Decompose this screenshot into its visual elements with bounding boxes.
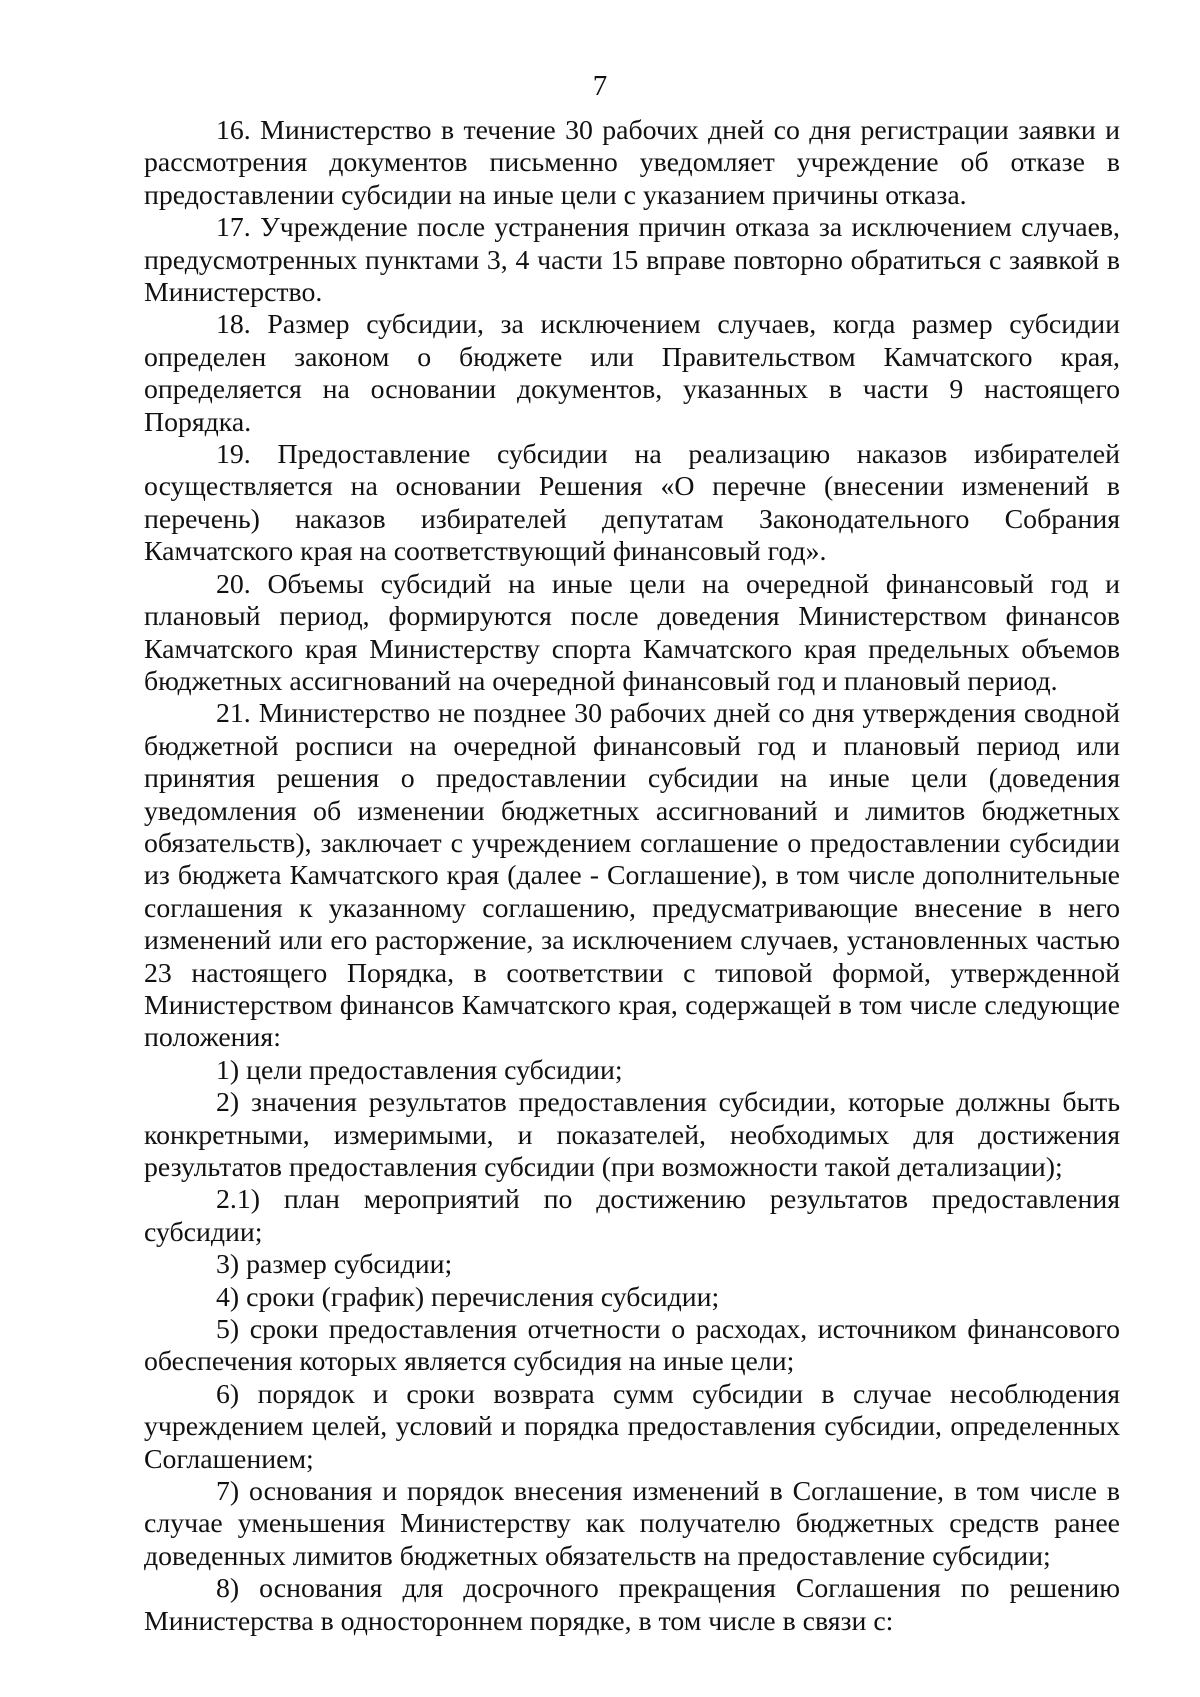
list-item-2-1: 2.1) план мероприятий по достижению результатов предоставления субсидии; — [144, 1184, 1120, 1248]
list-item-6: 6) порядок и сроки возврата сумм субсидии в случае несоблюдения учреждением целей, условий и порядка предоставления субсидии, определенных Соглашением; — [144, 1378, 1120, 1475]
paragraph-17: 17. Учреждение после устранения причин отказа за исключением случаев, предусмотренных пунктами 3, 4 части 15 вправе повторно обратиться с заявкой в Министерство. — [144, 212, 1120, 309]
list-item-8: 8) основания для досрочного прекращения Соглашения по решению Министерства в одностороннем порядке, в том числе в связи с: — [144, 1573, 1120, 1637]
page-number: 7 — [592, 70, 608, 102]
list-item-1: 1) цели предоставления субсидии; — [216, 1054, 623, 1086]
list-item-2: 2) значения результатов предоставления субсидии, которые должны быть конкретными, измеримыми, и показателей, необходимых для достижения результатов предоставления субсидии (при возможности такой детализации); — [144, 1087, 1120, 1183]
paragraph-18: 18. Размер субсидии, за исключением случаев, когда размер субсидии определен законом о бюджете или Правительством Камчатского края, определяется на основании документов, указанных в части 9 настоящего Порядка. — [144, 309, 1120, 438]
paragraph-19: 19. Предоставление субсидии на реализацию наказов избирателей осуществляется на основании Решения «О перечне (внесении изменений в перечень) наказов избирателей депутатам Законодательного Собрания Камчатского края на соответствующий финансовый год». — [144, 439, 1120, 568]
list-item-4: 4) сроки (график) перечисления субсидии; — [216, 1281, 720, 1313]
document-body — [144, 115, 1120, 1638]
list-item-7: 7) основания и порядок внесения изменений в Соглашение, в том числе в случае уменьшения Министерству как получателю бюджетных средств ранее доведенных лимитов бюджетных обязательств на предоставление субсидии; — [144, 1476, 1120, 1572]
paragraph-16: 16. Министерство в течение 30 рабочих дней со дня регистрации заявки и рассмотрения документов письменно уведомляет учреждение об отказе в предоставлении субсидии на иные цели с указанием причины отказа. — [144, 115, 1120, 211]
paragraph-21: 21. Министерство не позднее 30 рабочих дней со дня утверждения сводной бюджетной росписи на очередной финансовый год и плановый период или принятия решения о предоставлении субсидии на иные цели (доведения уведомления об изменении бюджетных ассигнований и лимитов бюджетных обязательств), заключает с учреждением соглашение о предоставлении субсидии из бюджета Камчатского края (далее - Соглашение), в том числе дополнительные соглашения к указанному соглашению, предусматривающие внесение в него изменений или его расторжение, за исключением случаев, установленных частью 23 настоящего Порядка, в соответствии с типовой формой, утвержденной Министерством финансов Камчатского края, содержащей в том числе следующие положения: — [144, 698, 1120, 1054]
paragraph-20: 20. Объемы субсидий на иные цели на очередной финансовый год и плановый период, формируются после доведения Министерством финансов Камчатского края Министерству спорта Камчатского края предельных объемов бюджетных ассигнований на очередной финансовый год и плановый период. — [144, 568, 1120, 697]
list-item-5: 5) сроки предоставления отчетности о расходах, источником финансового обеспечения которых является субсидия на иные цели; — [144, 1314, 1120, 1378]
list-item-3: 3) размер субсидии; — [216, 1249, 453, 1281]
